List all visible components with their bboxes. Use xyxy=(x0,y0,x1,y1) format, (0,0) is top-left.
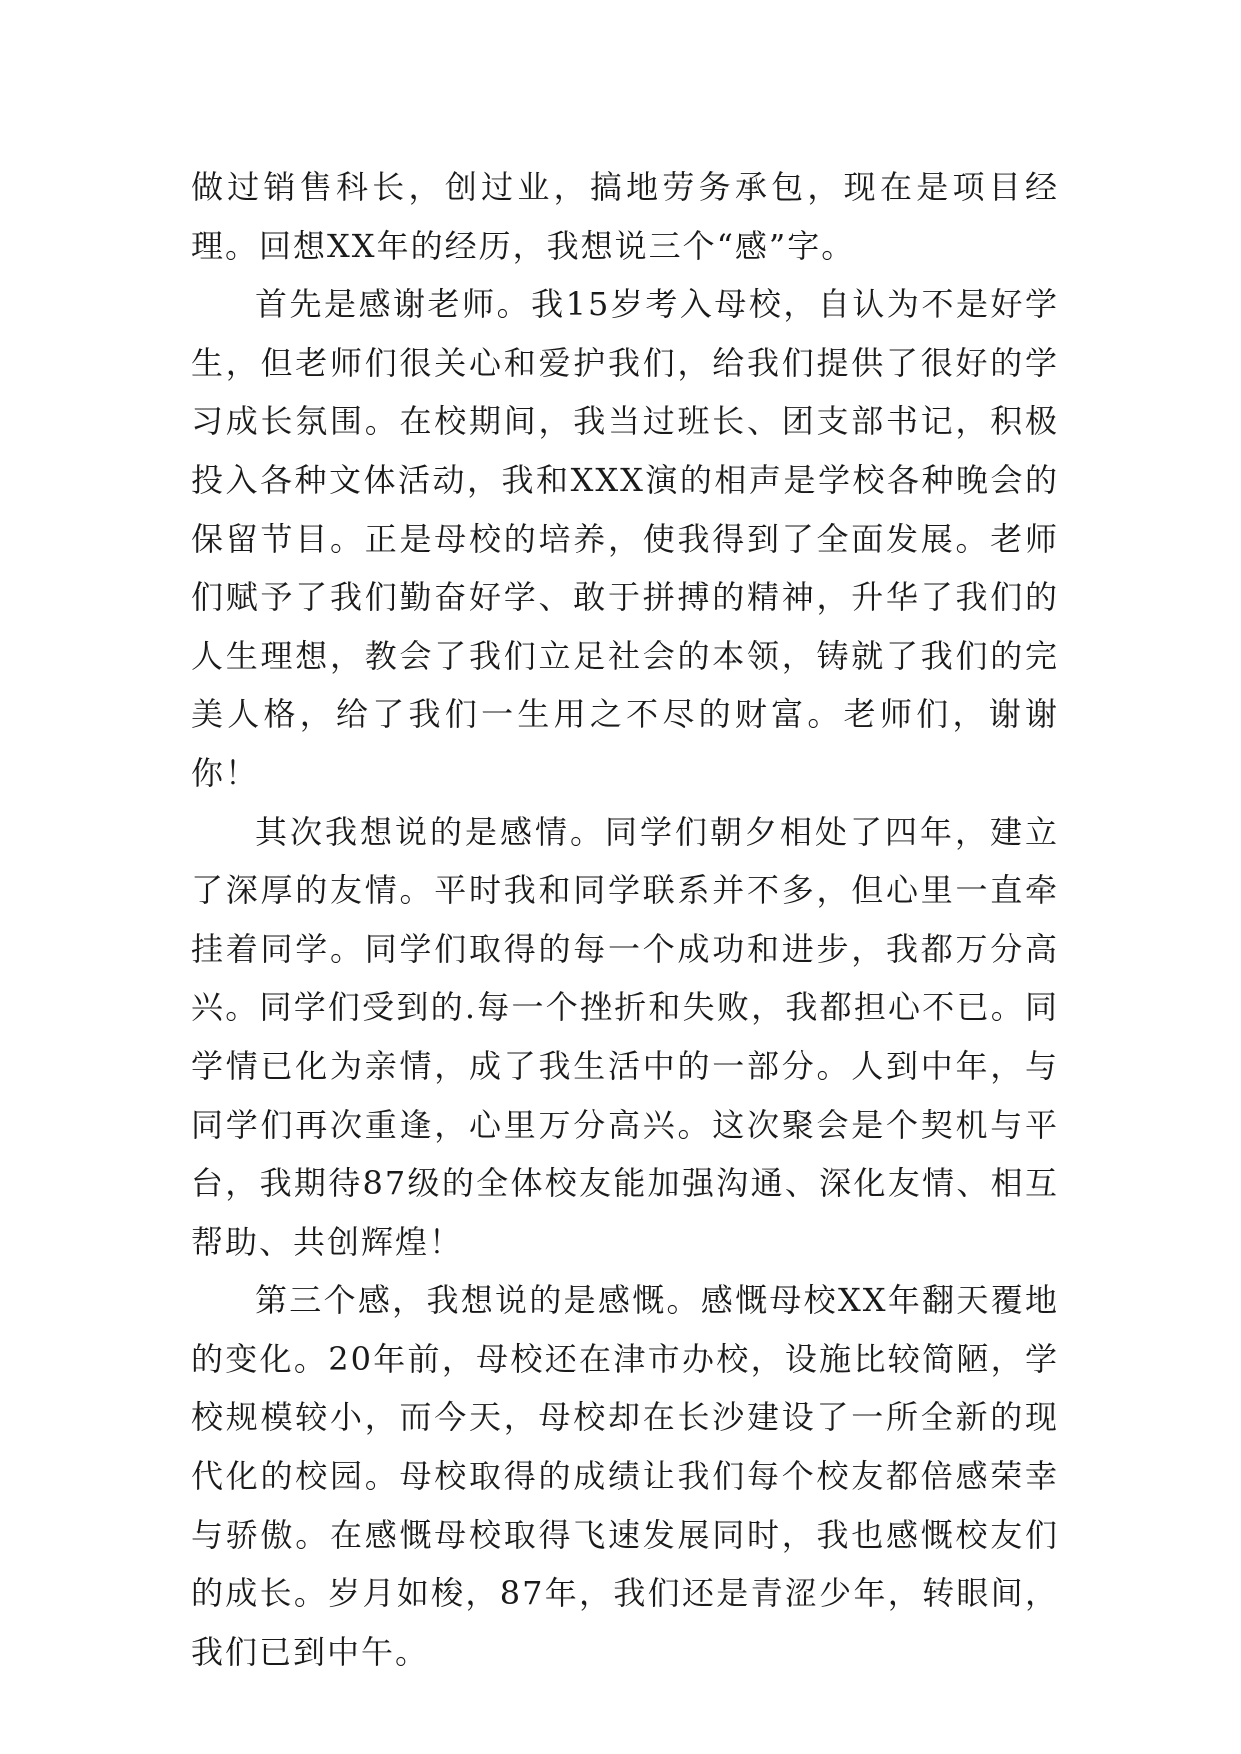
paragraph-4: 第三个感，我想说的是感慨。感慨母校XX年翻天覆地的变化。20年前，母校还在津市办校，设施比较简陋，学校规模较小，而今天，母校却在长沙建设了一所全新的现代化的校园。母校取得的成绩让我们每个校友都倍感荣幸与骄傲。在感慨母校取得飞速发展同时，我也感慨校友们的成长。岁月如梭，87年，我们还是青涩少年，转眼间，我们已到中午。 xyxy=(191,1281,1059,1671)
paragraph-3: 其次我想说的是感情。同学们朝夕相处了四年，建立了深厚的友情。平时我和同学联系并不多，但心里一直牵挂着同学。同学们取得的每一个成功和进步，我都万分高兴。同学们受到的.每一个挫折和失败，我都担心不已。同学情已化为亲情，成了我生活中的一部分。人到中年，与同学们再次重逢，心里万分高兴。这次聚会是个契机与平台，我期待87级的全体校友能加强沟通、深化友情、相互帮助、共创辉煌！ xyxy=(191,812,1059,1261)
body-text xyxy=(191,158,1059,1681)
paragraph-1: 做过销售科长，创过业，搞地劳务承包，现在是项目经理。回想XX年的经历，我想说三个“感”字。 xyxy=(191,168,1059,265)
paragraph-2: 首先是感谢老师。我15岁考入母校，自认为不是好学生，但老师们很关心和爱护我们，给我们提供了很好的学习成长氛围。在校期间，我当过班长、团支部书记，积极投入各种文体活动，我和XXX演的相声是学校各种晚会的保留节目。正是母校的培养，使我得到了全面发展。老师们赋予了我们勤奋好学、敢于拼搏的精神，升华了我们的人生理想，教会了我们立足社会的本领，铸就了我们的完美人格，给了我们一生用之不尽的财富。老师们，谢谢你！ xyxy=(191,285,1059,792)
